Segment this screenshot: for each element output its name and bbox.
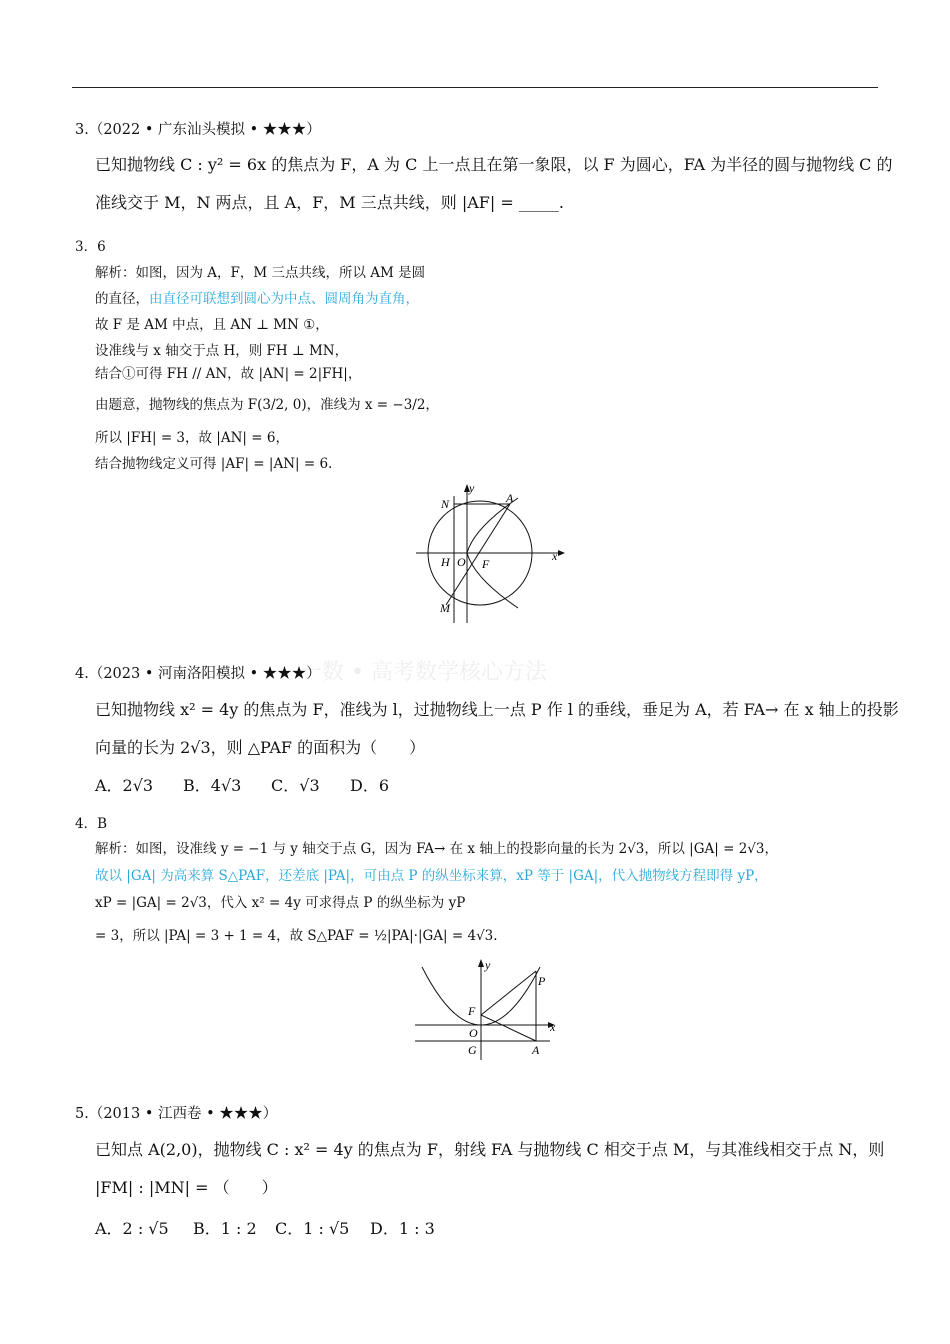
q4-label-P: P — [538, 974, 546, 988]
q3-solution-line4: 设准线与 x 轴交于点 H，则 FH ⊥ MN， — [95, 343, 349, 359]
q3-label-O: O — [457, 555, 466, 569]
top-rule — [72, 87, 878, 88]
q3-hint: 由直径可联想到圆心为中点、圆周角为直角， — [149, 291, 419, 307]
q4-label-O: O — [469, 1026, 478, 1040]
q3-label-N: N — [441, 497, 450, 511]
q5-stem-line1: 已知点 A(2,0)，抛物线 C : x² = 4y 的焦点为 F，射线 FA 与抛物线 C 相交于点 M，与其准线相交于点 N，则 — [95, 1140, 885, 1159]
q4-label-G: G — [468, 1043, 477, 1057]
q4-choice-c: C．√3 — [271, 776, 320, 795]
q3-solution-line1: 解析：如图，因为 A，F，M 三点共线，所以 AM 是圆 — [95, 265, 426, 281]
q3-header: 3.（2022 • 广东汕头模拟 • ★★★） — [75, 122, 321, 138]
q3-solution-line3: 故 F 是 AM 中点，且 AN ⊥ MN ①， — [95, 317, 329, 333]
q4-choice-d: D．6 — [350, 776, 390, 795]
q3-stem-line1: 已知抛物线 C : y² = 6x 的焦点为 F，A 为 C 上一点且在第一象限，以 F 为圆心，FA 为半径的圆与抛物线 C 的 — [95, 155, 893, 174]
q4-header: 4.（2023 • 河南洛阳模拟 • ★★★） — [75, 666, 321, 682]
q3-solution-line5: 结合①可得 FH // AN，故 |AN| = 2|FH|， — [95, 366, 362, 382]
q5-header: 5.（2013 • 江西卷 • ★★★） — [75, 1106, 278, 1122]
q5-choice-d: D．1 : 3 — [370, 1219, 435, 1238]
q3-line-AM — [446, 504, 510, 605]
q4-label-A: A — [532, 1043, 540, 1057]
q3-label-H: H — [441, 555, 450, 569]
q4-label-y: y — [485, 958, 491, 972]
q4-y-arrow — [478, 959, 484, 967]
q5-stem-line2: |FM| : |MN| = （ ） — [95, 1178, 278, 1197]
q4-stem-line2: 向量的长为 2√3，则 △PAF 的面积为（ ） — [95, 738, 426, 757]
q4-line-FA — [481, 1015, 536, 1041]
q4-answer: 4．B — [75, 816, 108, 832]
watermark: 一数 • 高考数学核心方法 — [300, 660, 547, 685]
q3-solution-line7: 所以 |FH| = 3，故 |AN| = 6， — [95, 430, 289, 446]
q5-choice-b: B．1 : 2 — [193, 1219, 257, 1238]
q3-answer: 3．6 — [75, 239, 106, 255]
q3-solution-line8: 结合抛物线定义可得 |AF| = |AN| = 6. — [95, 456, 333, 472]
q3-label-F: F — [482, 557, 490, 571]
q3-x-arrow — [558, 550, 565, 556]
q3-label-x: x — [552, 549, 558, 563]
q3-stem-line2: 准线交于 M，N 两点，且 A，F，M 三点共线，则 |AF| = _____. — [95, 193, 564, 212]
q4-solution-line4: = 3，所以 |PA| = 3 + 1 = 4，故 S△PAF = ½|PA|·|GA| = 4√3. — [95, 928, 498, 944]
q4-choice-b: B．4√3 — [183, 776, 242, 795]
q3-label-M: M — [440, 601, 450, 615]
q4-solution-line1: 解析：如图，设准线 y = −1 与 y 轴交于点 G，因为 FA→ 在 x 轴上的投影向量的长为 2√3，所以 |GA| = 2√3， — [95, 841, 778, 857]
q3-figure — [410, 478, 570, 630]
q4-solution-hint: 故以 |GA| 为高来算 S△PAF，还差底 |PA|，可由点 P 的纵坐标来算，xP 等于 |GA|，代入抛物线方程即得 yP， — [95, 868, 768, 884]
q4-label-x: x — [550, 1020, 556, 1034]
q3-label-y: y — [469, 481, 475, 495]
q3-label-A: A — [506, 491, 514, 505]
q3-solution-line2: 的直径，由直径可联想到圆心为中点、圆周角为直角， — [95, 291, 419, 307]
q4-solution-line3: xP = |GA| = 2√3，代入 x² = 4y 可求得点 P 的纵坐标为 yP — [95, 895, 466, 911]
q5-choice-c: C．1 : √5 — [275, 1219, 350, 1238]
q4-stem-line1: 已知抛物线 x² = 4y 的焦点为 F，准线为 l，过抛物线上一点 P 作 l 的垂线，垂足为 A，若 FA→ 在 x 轴上的投影 — [95, 700, 899, 719]
q4-label-F: F — [468, 1004, 476, 1018]
q4-choice-a: A．2√3 — [95, 776, 154, 795]
q5-choice-a: A．2 : √5 — [95, 1219, 169, 1238]
q4-figure — [410, 955, 565, 1063]
q4-line-FP — [481, 971, 536, 1015]
q3-solution-line6: 由题意，抛物线的焦点为 F(3/2, 0)，准线为 x = −3/2， — [95, 397, 439, 413]
